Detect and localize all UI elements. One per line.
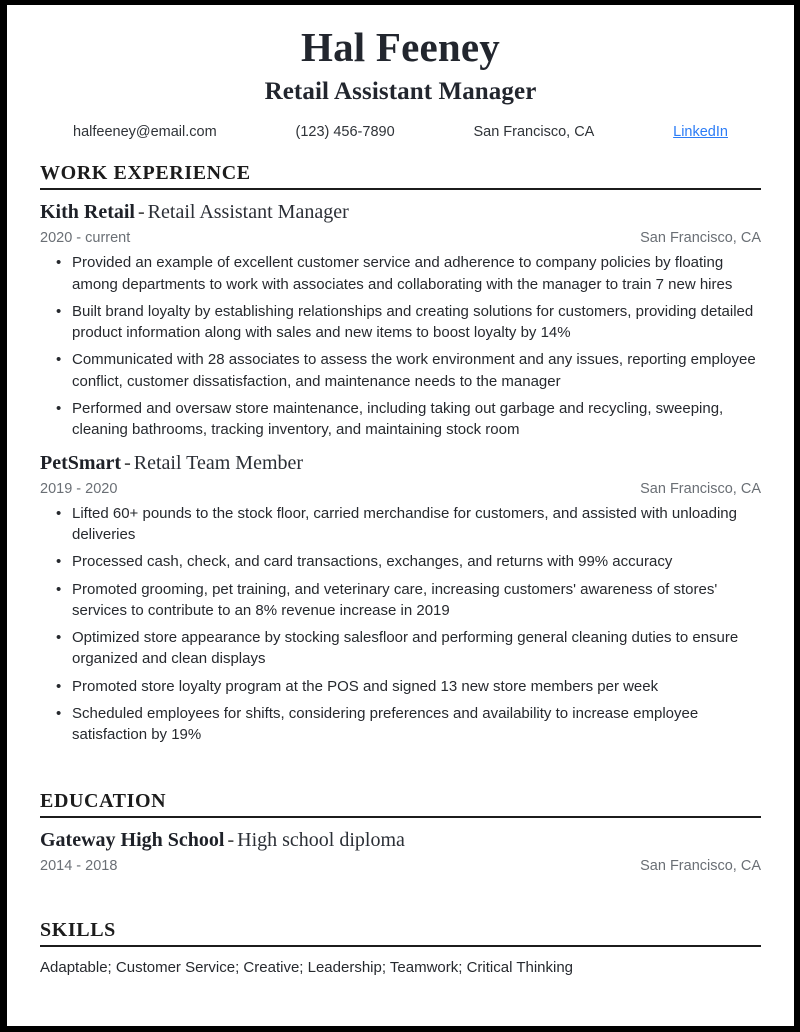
bullet-dot-icon: •: [56, 629, 62, 647]
entry-organization: Gateway High School: [40, 828, 225, 851]
entry-meta: [40, 230, 761, 246]
entry-title: Retail Team Member: [133, 451, 304, 474]
entry-bullet-list: [40, 252, 761, 440]
bullet-dot-icon: •: [56, 504, 62, 522]
bullet-item: [40, 579, 761, 622]
bullet-text: Scheduled employees for shifts, considering preferences and availability to increase employee satisfaction by 19%: [72, 705, 699, 744]
section-rule-education: [40, 816, 761, 818]
bullet-item: [40, 676, 761, 697]
bullet-item: [40, 551, 761, 572]
bullet-text: Promoted grooming, pet training, and veterinary care, increasing customers' awareness of stores' services to contribute to an 8% revenue increase in 2019: [72, 580, 718, 619]
entry-location: San Francisco, CA: [640, 230, 761, 247]
contact-row: [73, 124, 728, 140]
section-title-work-experience: WORK EXPERIENCE: [40, 162, 251, 185]
entry-location: San Francisco, CA: [640, 480, 761, 497]
bullet-text: Built brand loyalty by establishing relationships and creating solutions for customers, providing detailed product information along with sales and new items to boost loyalty by 14%: [72, 302, 754, 342]
section-title-education: EDUCATION: [40, 789, 167, 812]
bullet-item: [40, 252, 761, 295]
bullet-dot-icon: •: [56, 302, 62, 320]
bullet-item: [40, 627, 761, 670]
entry-meta: [40, 481, 761, 497]
entry-location: San Francisco, CA: [640, 857, 761, 874]
entry-dates: 2014 - 2018: [40, 857, 118, 874]
entry: [40, 827, 761, 874]
entry-organization: Kith Retail: [40, 201, 135, 224]
education-entries: [40, 827, 761, 874]
applicant-name: Hal Feeney: [301, 24, 500, 70]
entry-dates: 2019 - 2020: [40, 480, 118, 497]
entry-separator: -: [227, 828, 235, 851]
section-title-skills: SKILLS: [40, 918, 116, 941]
section-work-experience: [40, 162, 761, 745]
resume-sheet: [7, 5, 794, 1026]
bullet-dot-icon: •: [56, 705, 62, 723]
bullet-text: Promoted store loyalty program at the POS and signed 13 new store members per week: [72, 677, 659, 695]
applicant-role: Retail Assistant Manager: [264, 78, 537, 106]
bullet-text: Optimized store appearance by stocking salesfloor and performing general cleaning duties to ensure organized and clean displays: [72, 629, 739, 668]
entry-title: Retail Assistant Manager: [147, 201, 349, 224]
bullet-dot-icon: •: [56, 351, 62, 369]
entry: [40, 199, 761, 440]
section-rule-skills: [40, 945, 761, 947]
entry: [40, 450, 761, 746]
entry-bullet-list: [40, 503, 761, 746]
bullet-dot-icon: •: [56, 580, 62, 598]
bullet-text: Provided an example of excellent customer service and adherence to company policies by floating among departments to work with associates and collaborating with the manager to train 7 new hires: [72, 254, 733, 293]
resume-header: [40, 5, 761, 140]
bullet-item: [40, 301, 761, 344]
contact-phone: (123) 456-7890: [295, 124, 395, 141]
bullet-item: [40, 503, 761, 546]
entry-title: High school diploma: [237, 828, 405, 851]
bullet-text: Processed cash, check, and card transactions, exchanges, and returns with 99% accuracy: [72, 553, 673, 571]
entry-dates: 2020 - current: [40, 230, 131, 247]
bullet-item: [40, 349, 761, 392]
contact-linkedin[interactable]: LinkedIn: [673, 124, 728, 141]
bullet-dot-icon: •: [56, 254, 62, 272]
skills-list: Adaptable; Customer Service; Creative; Leadership; Teamwork; Critical Thinking: [40, 958, 574, 976]
bullet-text: Performed and oversaw store maintenance, including taking out garbage and recycling, sweeping, cleaning bathrooms, tracking inventory, and maintaining stock room: [72, 400, 724, 439]
entry-separator: -: [124, 451, 131, 474]
bullet-dot-icon: •: [56, 677, 62, 695]
bullet-item: [40, 703, 761, 746]
entry-organization: PetSmart: [40, 451, 122, 474]
work-experience-entries: [40, 199, 761, 745]
entry-heading: [40, 199, 761, 225]
section-rule-work-experience: [40, 188, 761, 190]
entry-heading: [40, 450, 761, 476]
section-skills: [40, 919, 761, 979]
section-education: [40, 790, 761, 874]
contact-email: halfeeney@email.com: [73, 124, 217, 141]
contact-location: San Francisco, CA: [473, 124, 595, 141]
entry-separator: -: [138, 201, 145, 224]
bullet-text: Lifted 60+ pounds to the stock floor, carried merchandise for customers, and assisted with unloading deliveries: [72, 504, 737, 543]
entry-heading: [40, 827, 761, 853]
bullet-text: Communicated with 28 associates to assess the work environment and any issues, reporting employee conflict, customer dissatisfaction, and maintenance needs to the manager: [72, 351, 756, 390]
bullet-item: [40, 398, 761, 441]
entry-meta: [40, 858, 761, 874]
bullet-dot-icon: •: [56, 553, 62, 571]
bullet-dot-icon: •: [56, 400, 62, 418]
